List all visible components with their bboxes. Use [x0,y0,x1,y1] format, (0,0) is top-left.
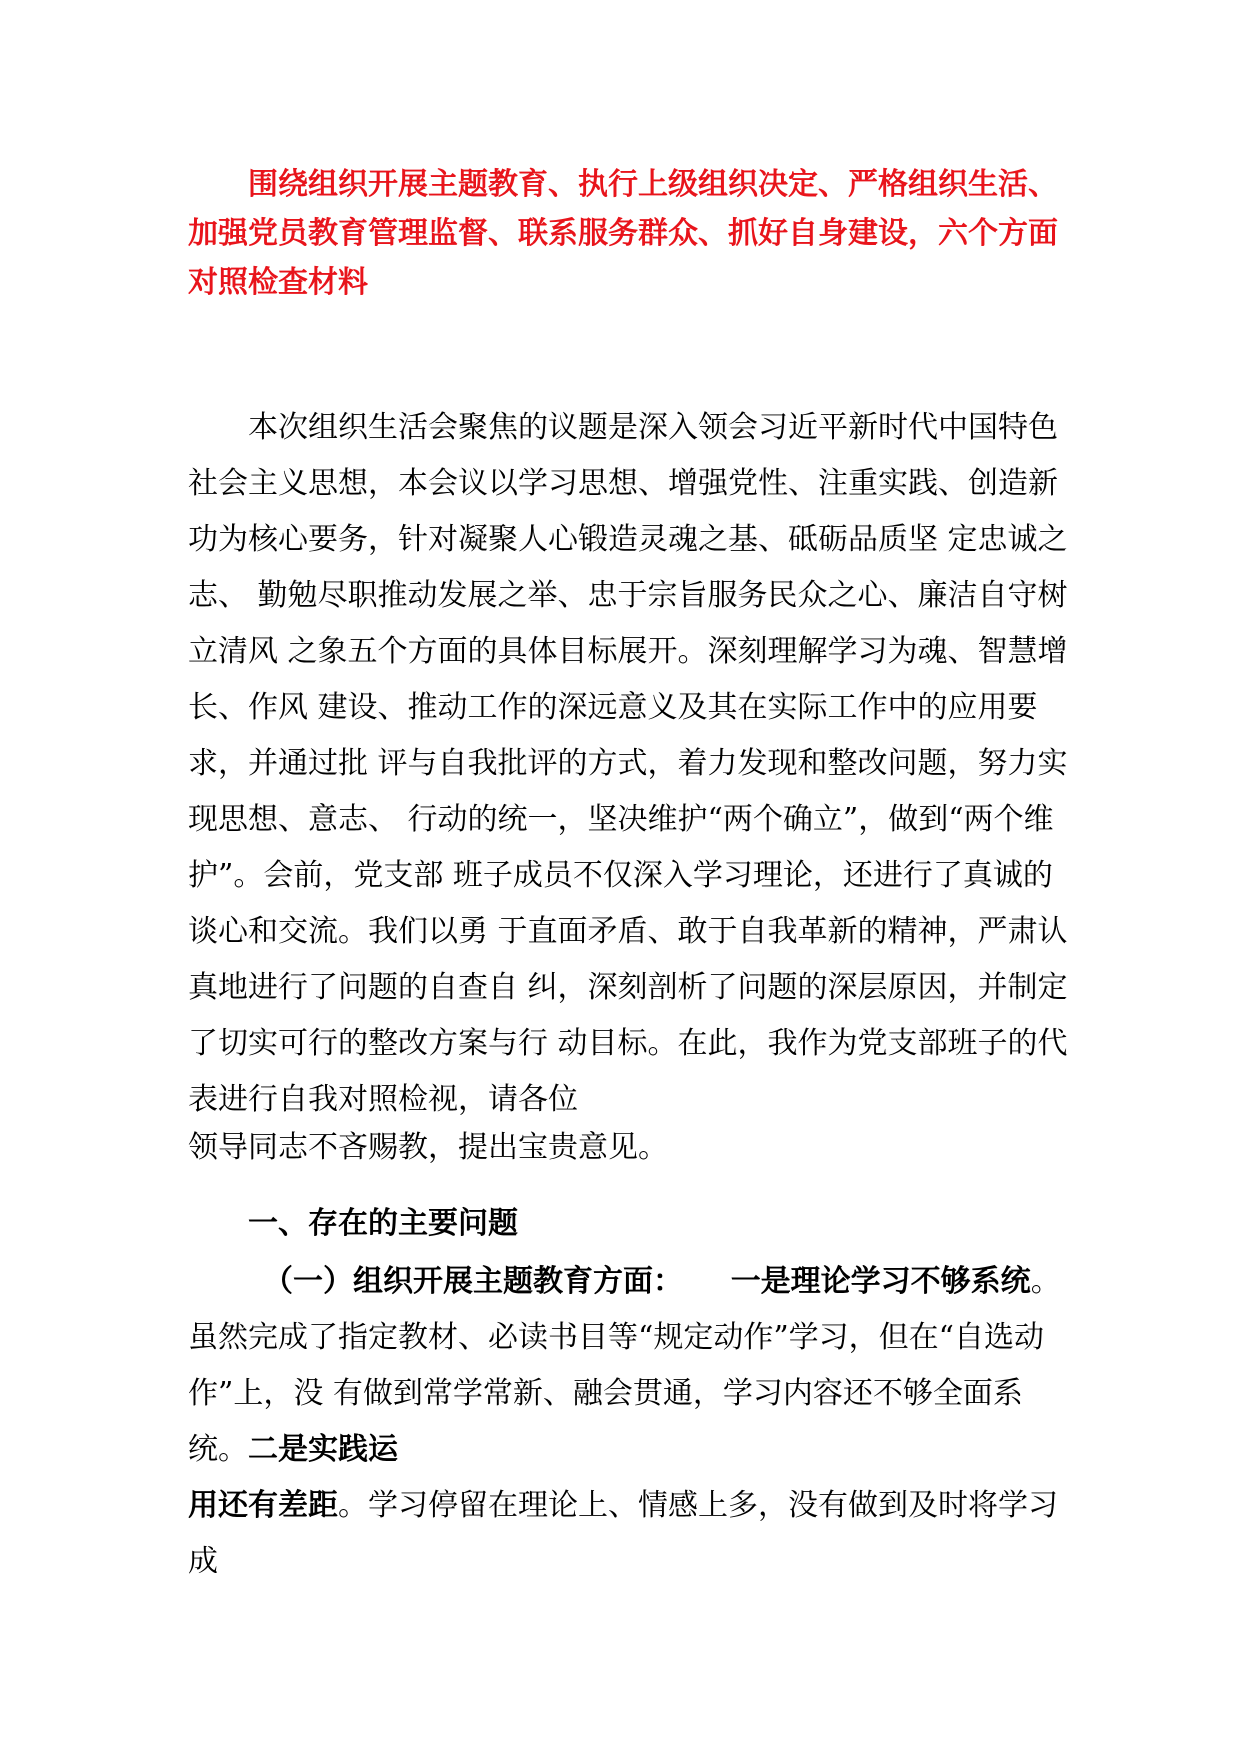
point-one-text: 。虽然完成了指定教材、必读书目等“规定动作”学习，但在“自选动作”上，没 有做到常学常新、融会贯通，学习内容还不够全面系统。 [188,1264,1061,1467]
subsection-label: （一）组织开展主题教育方面： [263,1264,683,1299]
section-heading: 一、存在的主要问题 [248,1206,518,1241]
point-two-title-b: 用还有差距 [188,1488,338,1523]
point-one-title: 一是理论学习不够系统 [730,1264,1031,1299]
intro-closing-line: 领导同志不吝赐教，提出宝贵意见。 [188,1130,668,1165]
intro-paragraph: 本次组织生活会聚焦的议题是深入领会习近平新时代中国特色社会主义思想，本会议以学习思想、增强党性、注重实践、创造新功为核心要务，针对凝聚人心锻造灵魂之基、砥砺品质坚 定忠诚之志、 勤勉尽职推动发展之举、忠于宗旨服务民众之心、廉洁自守树立清风 之象五个方面的具体目标展开。深刻理解学习为魂、智慧增长、作风 建设、推动工作的深远意义及其在实际工作中的应用要求，并通过批 评与自我批评的方式，着力发现和整改问题，努力实现思想、意志、 行动的统一，坚决维护“两个确立”，做到“两个维护”。会前，党支部 班子成员不仅深入学习理论，还进行了真诚的谈心和交流。我们以勇 于直面矛盾、敢于自我革新的精神，严肃认真地进行了问题的自查自 纠，深刻剖析了问题的深层原因，并制定了切实可行的整改方案与行 动目标。在此，我作为党支部班子的代表进行自我对照检视，请各位 [188,410,1068,1117]
point-two-title-a: 二是实践运 [248,1432,398,1467]
document-title: 围绕组织开展主题教育、执行上级组织决定、严格组织生活、加强党员教育管理监督、联系服务群众、抓好自身建设，六个方面对照检查材料 [188,167,1058,300]
problem-paragraph [188,1254,1068,1590]
point-two-text: 。学习停留在理论上、情感上多，没有做到及时将学习成 [188,1488,1058,1579]
